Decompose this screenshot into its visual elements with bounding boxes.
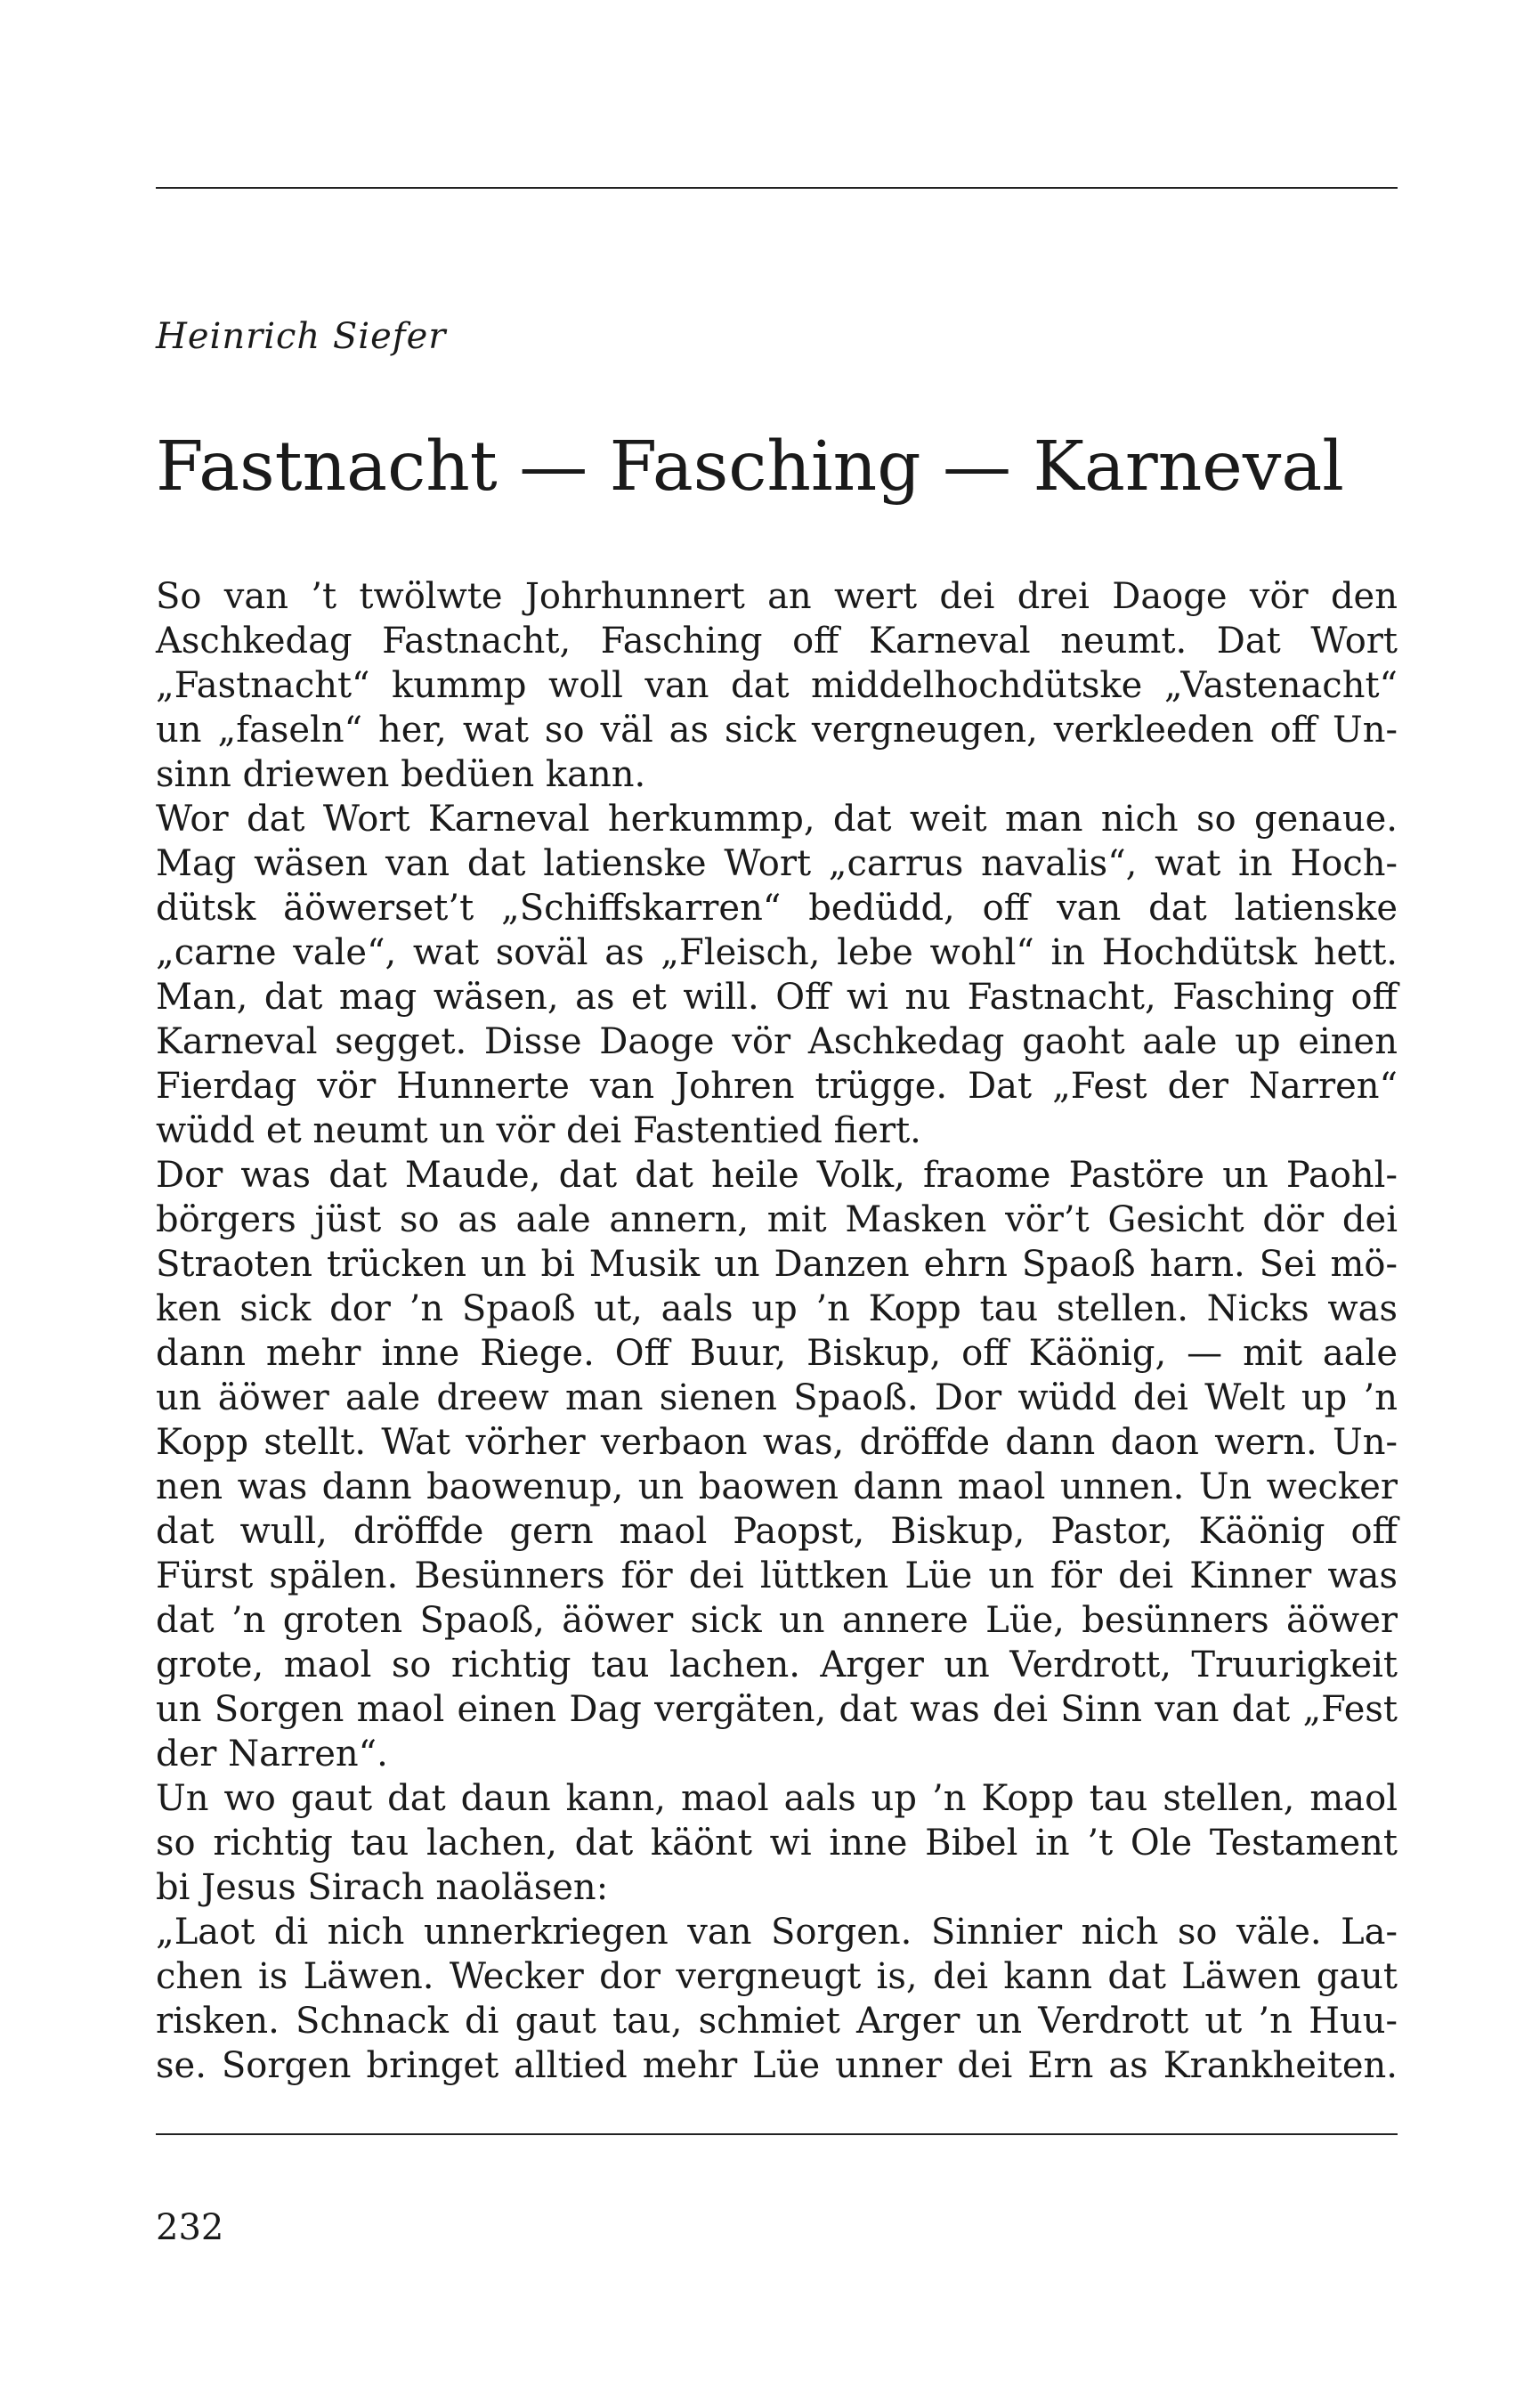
text-line: der Narren“.	[156, 1734, 388, 1775]
text-line: So van ’t twölwte Johrhunnert an wert dei drei Daoge vör den	[156, 576, 1398, 617]
text-line: se. Sorgen bringet alltied mehr Lüe unner dei Ern as Krankheiten.	[156, 2045, 1398, 2086]
text-line: un „faseln“ her, wat so väl as sick vergneugen, verkleeden off Un-	[156, 710, 1398, 751]
text-line: un äöwer aale dreew man sienen Spaoß. Dor wüdd dei Welt up ’n	[156, 1377, 1398, 1418]
text-line: wüdd et neumt un vör dei Fastentied fiert.	[156, 1110, 921, 1151]
text-line: „Laot di nich unnerkriegen van Sorgen. Sinnier nich so väle. La-	[156, 1912, 1398, 1953]
bottom-rule	[156, 2133, 1398, 2135]
text-line: Karneval segget. Disse Daoge vör Aschkedag gaoht aale up einen	[156, 1021, 1398, 1062]
text-line: Aschkedag Fastnacht, Fasching off Karneval neumt. Dat Wort	[156, 621, 1398, 662]
top-rule	[156, 187, 1398, 189]
page-title: Fastnacht — Fasching — Karneval	[156, 427, 1344, 507]
text-line: ken sick dor ’n Spaoß ut, aals up ’n Kopp tau stellen. Nicks was	[156, 1288, 1398, 1329]
text-line: Wor dat Wort Karneval herkummp, dat weit man nich so genaue.	[156, 799, 1398, 840]
text-line: nen was dann baowenup, un baowen dann maol unnen. Un wecker	[156, 1466, 1398, 1507]
text-line: un Sorgen maol einen Dag vergäten, dat was dei Sinn van dat „Fest	[156, 1689, 1398, 1730]
text-line: sinn driewen bedüen kann.	[156, 754, 646, 795]
article-body	[156, 574, 1398, 2088]
text-line: Dor was dat Maude, dat dat heile Volk, fraome Pastöre un Paohl-	[156, 1155, 1398, 1196]
text-line: dann mehr inne Riege. Off Buur, Biskup, off Käönig, — mit aale	[156, 1333, 1398, 1374]
text-line: „Fastnacht“ kummp woll van dat middelhochdütske „Vastenacht“	[156, 665, 1398, 706]
text-line: Kopp stellt. Wat vörher verbaon was, dröffde dann daon wern. Un-	[156, 1422, 1398, 1463]
text-line: Man, dat mag wäsen, as et will. Off wi nu Fastnacht, Fasching off	[156, 977, 1398, 1018]
text-line: dütsk äöwerset’t „Schiffskarren“ bedüdd, off van dat latienske	[156, 888, 1398, 929]
text-line: risken. Schnack di gaut tau, schmiet Arger un Verdrott ut ’n Huu-	[156, 2001, 1398, 2042]
text-line: so richtig tau lachen, dat käönt wi inne Bibel in ’t Ole Testament	[156, 1823, 1398, 1864]
text-line: Fierdag vör Hunnerte van Johren trügge. Dat „Fest der Narren“	[156, 1066, 1398, 1107]
page-number: 232	[156, 2207, 224, 2248]
text-line: dat ’n groten Spaoß, äöwer sick un annere Lüe, besünners äöwer	[156, 1600, 1398, 1641]
text-line: Mag wäsen van dat latienske Wort „carrus navalis“, wat in Hoch-	[156, 843, 1398, 884]
text-line: bi Jesus Sirach naoläsen:	[156, 1867, 609, 1908]
text-line: chen is Läwen. Wecker dor vergneugt is, dei kann dat Läwen gaut	[156, 1956, 1398, 1997]
text-line: Un wo gaut dat daun kann, maol aals up ’n Kopp tau stellen, maol	[156, 1778, 1398, 1819]
text-line: „carne vale“, wat soväl as „Fleisch, lebe wohl“ in Hochdütsk hett.	[156, 932, 1398, 973]
author-name: Heinrich Siefer	[156, 316, 447, 357]
text-line: dat wull, dröffde gern maol Paopst, Biskup, Pastor, Käönig off	[156, 1511, 1398, 1552]
text-line: börgers jüst so as aale annern, mit Masken vör’t Gesicht dör dei	[156, 1199, 1398, 1240]
text-line: grote, maol so richtig tau lachen. Arger un Verdrott, Truurigkeit	[156, 1645, 1398, 1685]
text-line: Fürst spälen. Besünners för dei lüttken Lüe un för dei Kinner was	[156, 1555, 1398, 1596]
text-line: Straoten trücken un bi Musik un Danzen ehrn Spaoß harn. Sei mö-	[156, 1244, 1398, 1285]
